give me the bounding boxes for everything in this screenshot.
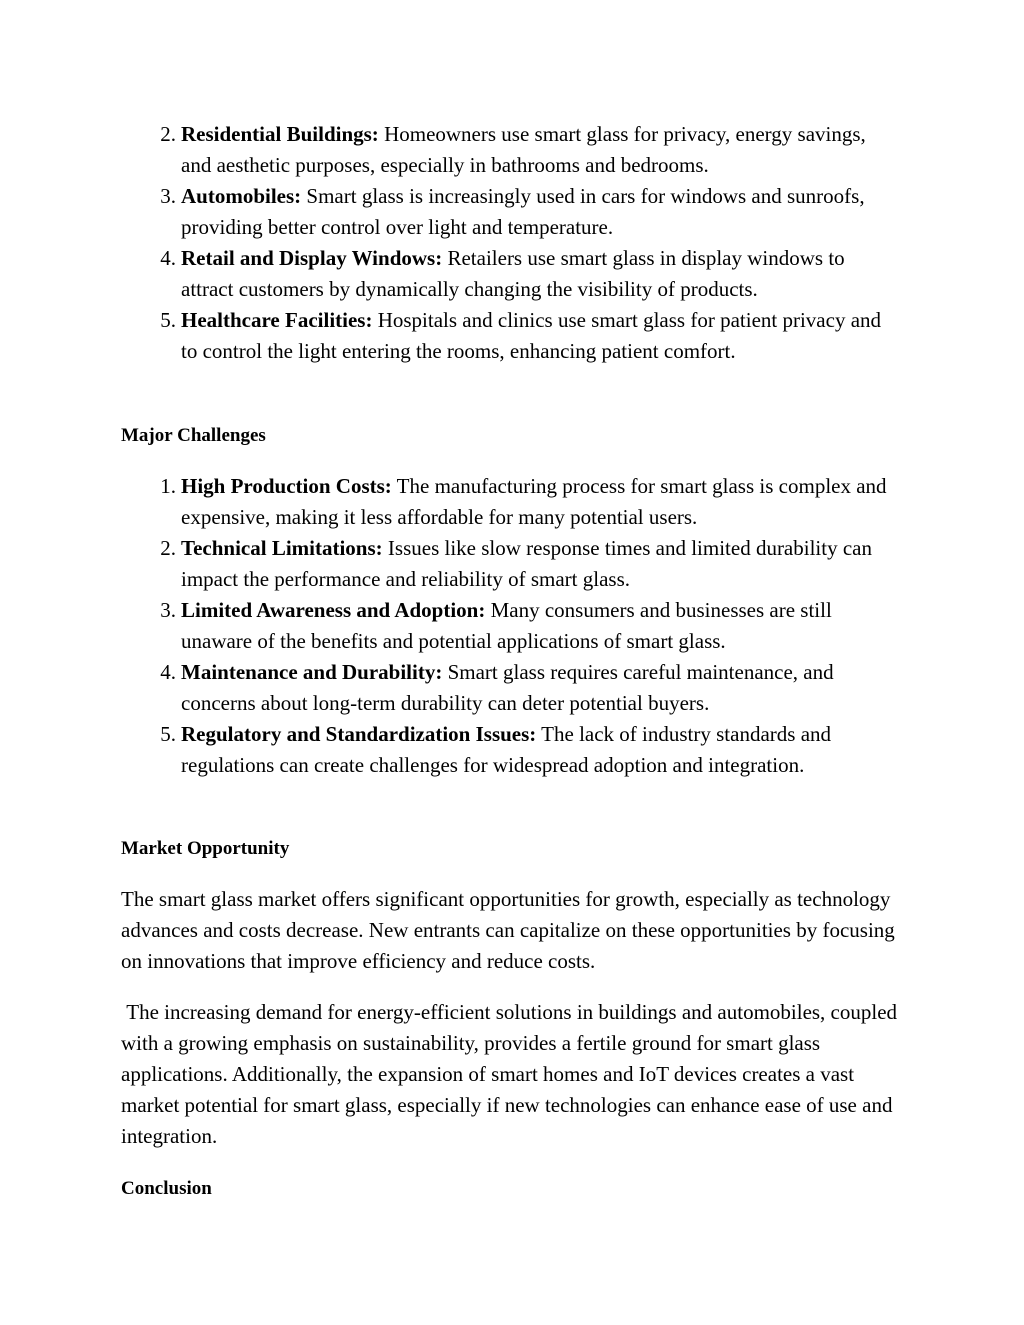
list-term: High Production Costs: [181,474,392,498]
paragraph: The smart glass market offers significant opportunities for growth, especially as technology advances and costs decrease. New entrants can capitalize on these opportunities by focusing on innovations that improve efficiency and reduce costs. [121,887,895,973]
list-number: 4. [160,246,176,270]
list-item [0,119,901,181]
list-item [0,719,901,781]
challenges-list [0,471,1024,781]
list-number: 5. [160,308,176,332]
section-heading-conclusion: Conclusion [121,1178,212,1199]
list-text: Smart glass requires careful maintenance, and concerns about long-term durability can deter potential buyers. [181,660,834,715]
list-item [0,533,901,595]
list-item [0,305,901,367]
list-number: 5. [160,722,176,746]
list-text: Homeowners use smart glass for privacy, energy savings, and aesthetic purposes, especially in bathrooms and bedrooms. [181,122,866,177]
list-number: 1. [160,474,176,498]
list-term: Maintenance and Durability: [181,660,443,684]
applications-list [0,119,1024,367]
section-heading-market-opportunity: Market Opportunity [121,838,290,859]
list-term: Retail and Display Windows: [181,246,443,270]
list-number: 3. [160,184,176,208]
list-text: Smart glass is increasingly used in cars for windows and sunroofs, providing better control over light and temperature. [181,184,865,239]
list-text: Many consumers and businesses are still unaware of the benefits and potential applications of smart glass. [181,598,832,653]
list-term: Residential Buildings: [181,122,379,146]
list-item [0,471,901,533]
paragraph: The increasing demand for energy-efficient solutions in buildings and automobiles, coupled with a growing emphasis on sustainability, provides a fertile ground for smart glass applications. Additionally, the expansion of smart homes and IoT devices creates a vast market potential for smart glass, especially if new technologies can enhance ease of use and integration. [121,1000,903,1148]
list-text: Issues like slow response times and limited durability can impact the performance and reliability of smart glass. [181,536,872,591]
list-number: 4. [160,660,176,684]
list-text: Retailers use smart glass in display windows to attract customers by dynamically changing the visibility of products. [181,246,845,301]
list-term: Technical Limitations: [181,536,383,560]
list-text: Hospitals and clinics use smart glass for patient privacy and to control the light entering the rooms, enhancing patient comfort. [181,308,882,363]
list-item [0,595,901,657]
list-item [0,243,901,305]
list-term: Limited Awareness and Adoption: [181,598,486,622]
list-text: The lack of industry standards and regulations can create challenges for widespread adoption and integration. [181,722,832,777]
list-term: Regulatory and Standardization Issues: [181,722,537,746]
list-term: Healthcare Facilities: [181,308,373,332]
list-item [0,657,901,719]
list-item [0,181,901,243]
list-number: 3. [160,598,176,622]
list-term: Automobiles: [181,184,302,208]
list-number: 2. [160,122,176,146]
section-heading-challenges: Major Challenges [121,425,266,446]
list-text: The manufacturing process for smart glass is complex and expensive, making it less affordable for many potential users. [181,474,887,529]
list-number: 2. [160,536,176,560]
